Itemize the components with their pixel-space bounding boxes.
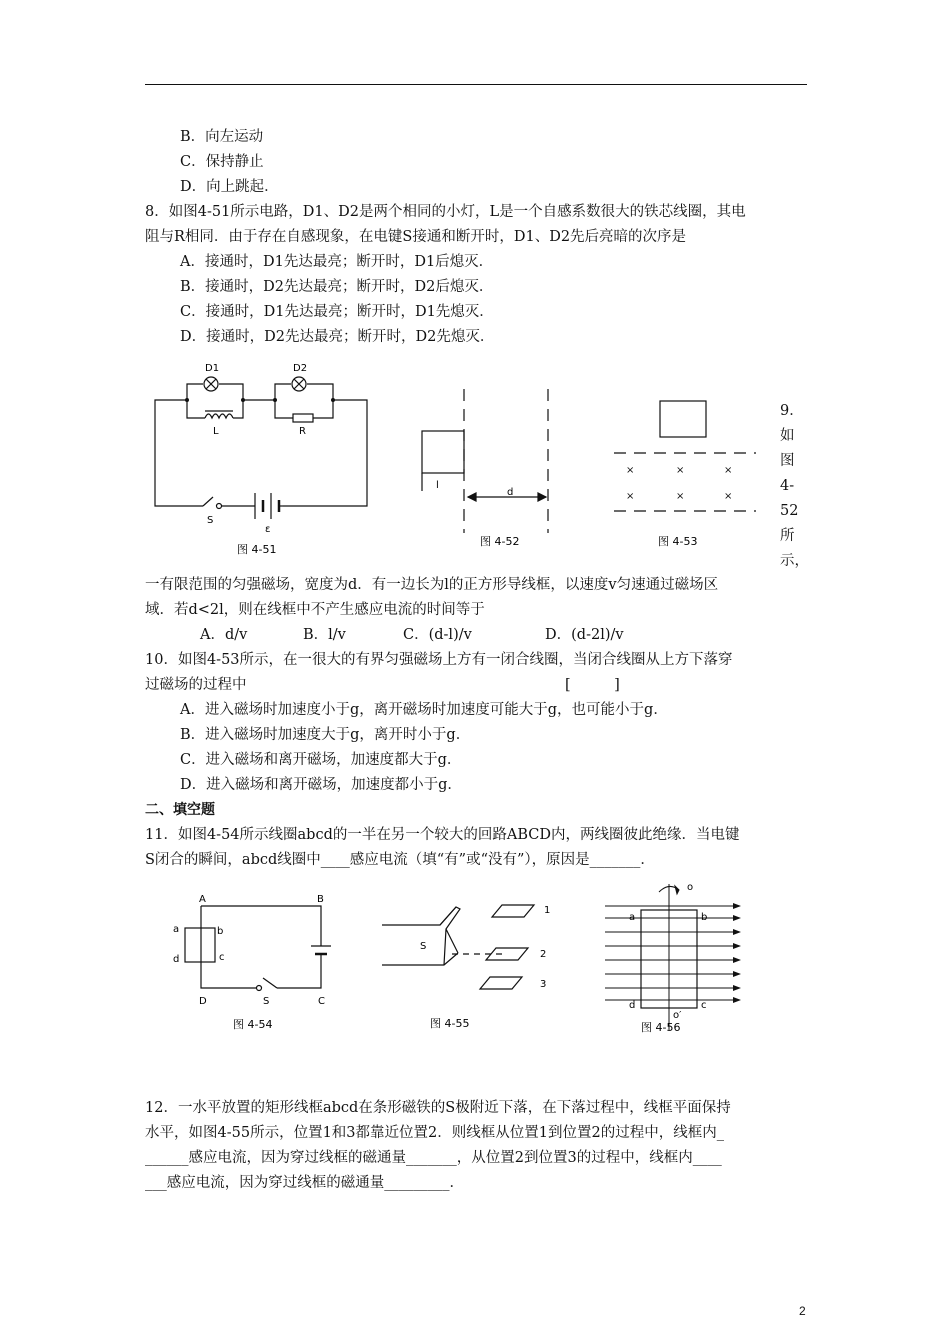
q12-stem-line4: ___感应电流，因为穿过线框的磁通量_________． (145, 1175, 464, 1191)
q8-option-d: D．接通时，D2先达最亮；断开时，D2先熄灭． (180, 329, 495, 345)
label-C: C (318, 996, 325, 1007)
label-d: d (629, 1000, 636, 1011)
q8-stem-line1: 8．如图4-51所示电路，D1、D2是两个相同的小灯，L是一个自感系数很大的铁芯线圈，其电 (145, 204, 746, 220)
q9-stem-line2: 域．若d<2l，则在线框中不产生感应电流的时间等于 (145, 602, 485, 618)
q9-side-5: 52 (780, 503, 799, 519)
caption-4-55: 图 4-55 (430, 1017, 470, 1030)
label-a: a (173, 924, 180, 935)
field-cross: × (626, 491, 635, 502)
label-axis-o-prime: o′ (673, 1010, 682, 1021)
label-r: R (299, 426, 306, 437)
caption-4-53: 图 4-53 (658, 535, 698, 548)
field-cross: × (676, 491, 685, 502)
field-cross: × (724, 491, 733, 502)
q9-side-3: 图 (780, 453, 795, 469)
q8-option-c: C．接通时，D1先达最亮；断开时，D1先熄灭． (180, 304, 494, 320)
q10-option-b: B．进入磁场时加速度大于g，离开时小于g． (180, 727, 471, 743)
q9-option-c: C．(d-l)/v (403, 627, 472, 643)
label-B: B (317, 894, 324, 905)
q9-option-d: D．(d-2l)/v (545, 627, 624, 643)
field-cross: × (626, 465, 635, 476)
label-S: S (263, 996, 270, 1007)
q9-side-6: 所 (780, 528, 795, 544)
q10-option-d: D．进入磁场和离开磁场，加速度都小于g． (180, 777, 462, 793)
q12-stem-line2: 水平，如图4-55所示，位置1和3都靠近位置2．则线框从位置1到位置2的过程中，线框内_ (145, 1125, 724, 1141)
field-cross: × (724, 465, 733, 476)
caption-4-51: 图 4-51 (237, 543, 277, 556)
q11-stem-line2: S闭合的瞬间，abcd线圈中____感应电流（填“有”或“没有”），原因是_______． (145, 852, 655, 868)
caption-4-54: 图 4-54 (233, 1018, 273, 1031)
label-D: D (199, 996, 207, 1007)
label-position-2: 2 (540, 949, 547, 960)
page-number: 2 (799, 1304, 806, 1318)
label-a: a (629, 912, 636, 923)
q10-option-a: A．进入磁场时加速度小于g，离开磁场时加速度可能大于g，也可能小于g． (180, 702, 668, 718)
label-side-l: l (436, 480, 439, 491)
label-d1: D1 (205, 363, 220, 374)
q9-option-a: A．d/v (200, 627, 248, 643)
label-S-pole: S (420, 941, 427, 952)
figure-4-54 (165, 890, 345, 1040)
header-rule (145, 84, 807, 85)
figure-4-52 (410, 385, 570, 555)
caption-4-52: 图 4-52 (480, 535, 520, 548)
figure-4-55 (378, 895, 578, 1035)
q12-stem-line1: 12．一水平放置的矩形线框abcd在条形磁铁的S极附近下落，在下落过程中，线框平面保持 (145, 1100, 731, 1116)
q11-stem-line1: 11．如图4-54所示线圈abcd的一半在另一个较大的回路ABCD内，两线圈彼此绝缘．当电键 (145, 827, 740, 843)
label-c: c (701, 1000, 707, 1011)
label-position-1: 1 (544, 905, 551, 916)
section-heading: 二、填空题 (145, 802, 215, 818)
q10-stem-line1: 10．如图4-53所示，在一很大的有界匀强磁场上方有一闭合线圈，当闭合线圈从上方下落穿 (145, 652, 733, 668)
label-d: d (173, 954, 180, 965)
label-axis-o: o (687, 882, 694, 893)
q8-stem-line2: 阻与R相同．由于存在自感现象，在电键S接通和断开时，D1、D2先后亮暗的次序是 (145, 229, 687, 245)
q9-stem-line1: 一有限范围的匀强磁场，宽度为d．有一边长为l的正方形导线框，以速度v匀速通过磁场区 (145, 577, 719, 593)
q9-side-7: 示， (780, 553, 809, 569)
q9-side-4: 4- (780, 478, 795, 494)
q10-stem-line2: 过磁场的过程中 (145, 677, 247, 693)
q8-option-b: B．接通时，D2先达最亮；断开时，D2后熄灭． (180, 279, 494, 295)
q9-option-b: B．l/v (303, 627, 346, 643)
caption-4-56: 图 4-56 (641, 1021, 681, 1034)
q7-option-d: D．向上跳起． (180, 179, 279, 195)
figure-4-53 (610, 395, 770, 555)
label-b: b (217, 926, 224, 937)
label-c: c (219, 952, 225, 963)
label-s: S (207, 515, 214, 526)
figure-4-51 (145, 360, 375, 560)
q9-side-1: 9． (780, 403, 804, 419)
q12-stem-line3: ______感应电流，因为穿过线框的磁通量_______，从位置2到位置3的过程中，线框内____ (145, 1150, 722, 1166)
field-cross: × (676, 465, 685, 476)
q10-option-c: C．进入磁场和离开磁场，加速度都大于g． (180, 752, 462, 768)
label-width-d: d (507, 487, 514, 498)
q7-option-b: B．向左运动 (180, 129, 264, 145)
figure-4-56 (605, 880, 755, 1040)
q9-side-2: 如 (780, 428, 795, 444)
label-A: A (199, 894, 206, 905)
label-l: L (213, 426, 219, 437)
label-d2: D2 (293, 363, 308, 374)
label-b: b (701, 912, 708, 923)
q10-answer-bracket: [ ] (565, 677, 620, 693)
q8-option-a: A．接通时，D1先达最亮；断开时，D1后熄灭． (180, 254, 494, 270)
label-emf: ε (265, 524, 271, 535)
q7-option-c: C．保持静止 (180, 154, 264, 170)
label-position-3: 3 (540, 979, 547, 990)
